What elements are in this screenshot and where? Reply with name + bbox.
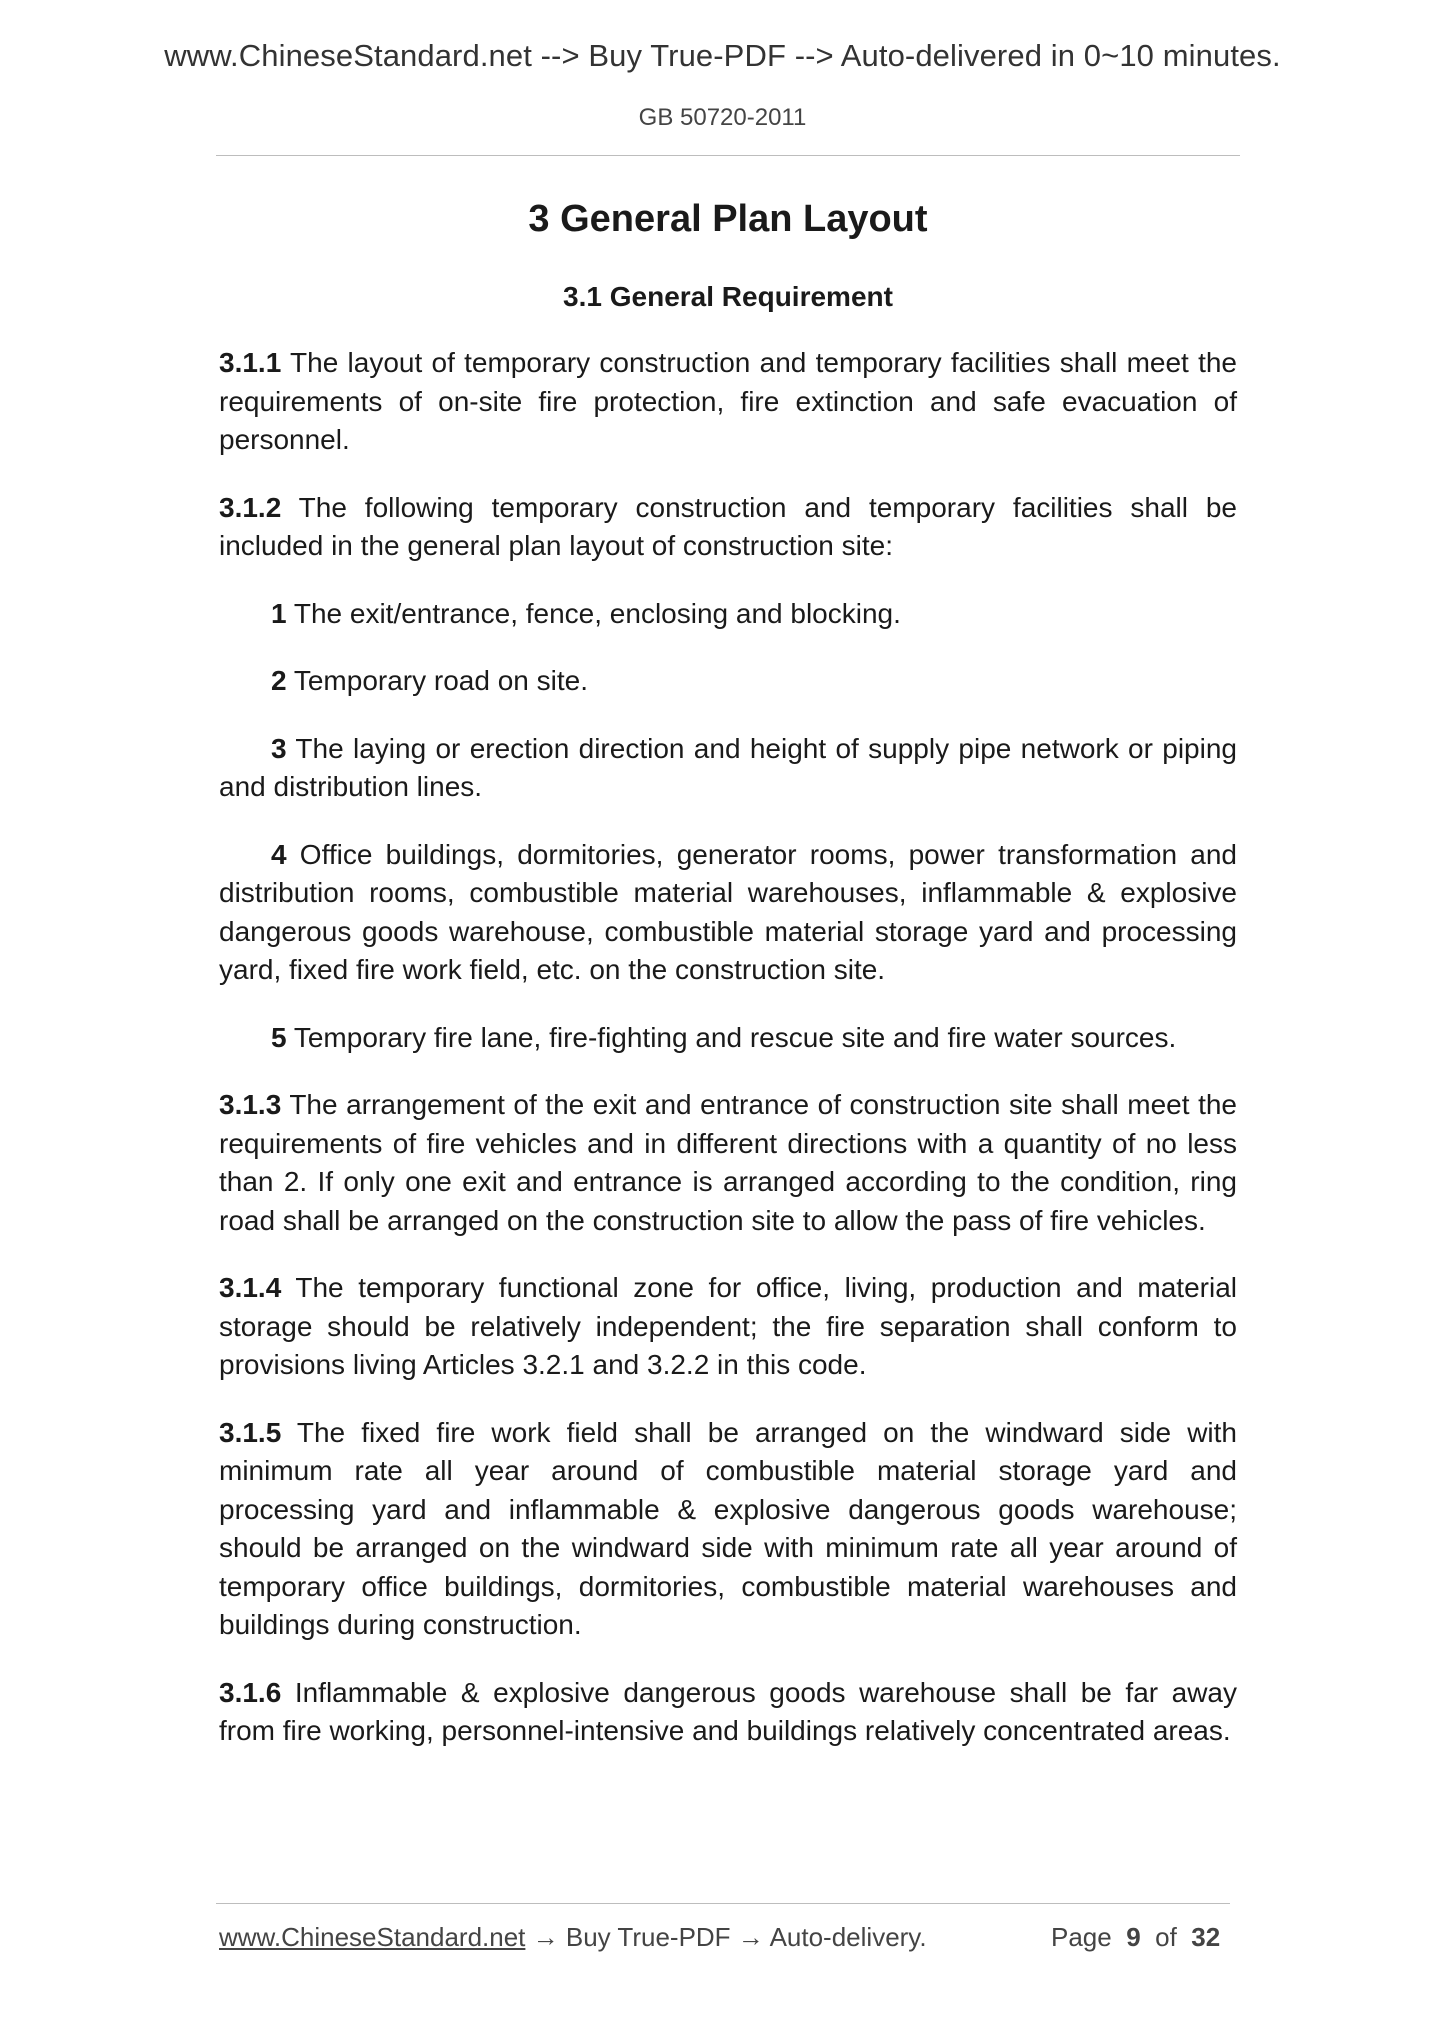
clause-number: 3.1.4 [219, 1272, 282, 1303]
clause-text: The temporary functional zone for office, living, production and material storage should be relatively independent; the fire separation shall conform to provisions living Articles 3.2.1 and 3.2.2 in this code. [219, 1272, 1237, 1380]
item-text: Temporary road on site. [286, 665, 588, 696]
list-item-5 [219, 1019, 1237, 1058]
section-title: 3.1 General Requirement [563, 281, 893, 312]
footer-site-link[interactable]: www.ChineseStandard.net [219, 1922, 526, 1952]
clause-3-1-4 [219, 1269, 1237, 1385]
page-total: 32 [1191, 1922, 1221, 1952]
list-item-1 [219, 595, 1237, 634]
item-text: The laying or erection direction and height of supply pipe network or piping and distribution lines. [219, 732, 1237, 802]
clause-number: 3.1.3 [219, 1089, 282, 1120]
page-label: Page [1051, 1922, 1112, 1952]
page-number: 9 [1126, 1922, 1141, 1952]
clause-3-1-2 [219, 489, 1237, 566]
item-number: 3 [271, 732, 287, 764]
clause-text: Inflammable & explosive dangerous goods warehouse shall be far away from fire working, personnel-intensive and buildings relatively concentrated areas. [219, 1676, 1237, 1746]
clause-text: The following temporary construction and temporary facilities shall be included in the general plan layout of construction site: [219, 491, 1237, 561]
clause-text: The fixed fire work field shall be arranged on the windward side with minimum rate all year around of combustible material storage yard and processing yard and inflammable & explosive dangerous goods warehouse; should be arranged on the windward side with minimum rate all year around of temporary office buildings, dormitories, combustible material warehouses and buildings during construction. [219, 1416, 1237, 1640]
clause-text: The arrangement of the exit and entrance of construction site shall meet the requirements of fire vehicles and in different directions with a quantity of no less than 2. If only one exit and entrance is arranged according to the condition, ring road shall be arranged on the construction site to allow the pass of fire vehicles. [219, 1089, 1237, 1236]
item-text: Office buildings, dormitories, generator rooms, power transformation and distribution rooms, combustible material warehouses, inflammable & explosive dangerous goods warehouse, combustible material storage yard and processing yard, fixed fire work field, etc. on the construction site. [219, 838, 1237, 985]
clause-3-1-3 [219, 1086, 1237, 1240]
item-number: 2 [271, 665, 287, 696]
item-text: The exit/entrance, fence, enclosing and blocking. [286, 597, 901, 629]
clause-number: 3.1.2 [219, 491, 282, 523]
clause-text: The layout of temporary construction and temporary facilities shall meet the requirements of on-site fire protection, fire extinction and safe evacuation of personnel. [219, 347, 1237, 455]
footer-tagline: → Buy True-PDF → Auto-delivery. [525, 1922, 927, 1952]
footer-left [219, 1922, 927, 1953]
page-content [219, 196, 1237, 1780]
clause-3-1-6 [219, 1674, 1237, 1751]
clause-number: 3.1.5 [219, 1416, 282, 1448]
item-number: 5 [271, 1021, 287, 1053]
list-item-3 [219, 730, 1237, 807]
clause-3-1-1 [219, 344, 1237, 460]
clause-number: 3.1.1 [219, 347, 282, 378]
of-label: of [1155, 1922, 1177, 1952]
clause-3-1-5 [219, 1414, 1237, 1645]
document-code: GB 50720-2011 [638, 104, 807, 131]
list-item-2 [219, 662, 1237, 701]
page-indicator [1051, 1922, 1220, 1953]
item-number: 4 [271, 838, 287, 870]
item-text: Temporary fire lane, fire-fighting and rescue site and fire water sources. [286, 1021, 1177, 1053]
list-item-4 [219, 836, 1237, 990]
footer-divider [216, 1903, 1230, 1904]
clause-number: 3.1.6 [219, 1676, 282, 1708]
top-banner: www.ChineseStandard.net --> Buy True-PDF --> Auto-delivered in 0~10 minutes. [164, 38, 1281, 73]
chapter-title: 3 General Plan Layout [528, 198, 928, 240]
item-number: 1 [271, 597, 287, 629]
header-divider [216, 155, 1240, 156]
